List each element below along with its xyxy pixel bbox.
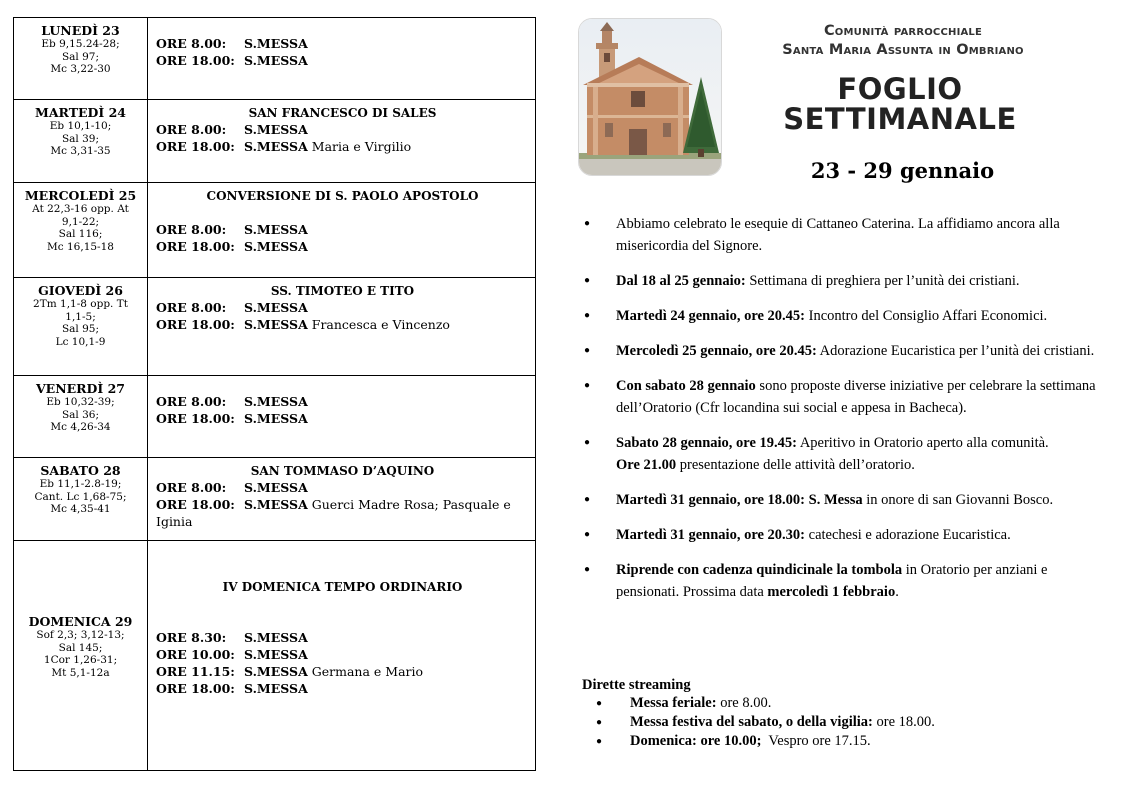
mass-label: S.MESSA xyxy=(244,222,308,237)
feast-title: SAN TOMMASO D’AQUINO xyxy=(250,464,435,478)
day-name: VENERDÌ 27 xyxy=(35,381,125,396)
mass-time: ORE 8.00: xyxy=(156,222,227,237)
mass-line xyxy=(156,496,529,530)
mass-line xyxy=(156,121,529,138)
reading: Mc 3,22-30 xyxy=(50,63,111,75)
streaming-time: ore 8.00. xyxy=(716,695,772,711)
mass-line xyxy=(156,646,529,663)
mass-label: S.MESSA xyxy=(244,664,308,679)
reading: Mt 5,1-12a xyxy=(51,666,110,679)
notice-bold: mercoledì 1 febbraio xyxy=(767,584,896,600)
schedule-row xyxy=(14,183,536,278)
notice-text: catechesi e adorazione Eucaristica. xyxy=(805,527,1011,543)
feast-title: IV DOMENICA TEMPO ORDINARIO xyxy=(222,580,463,594)
reading: 1Cor 1,26-31; xyxy=(43,654,118,666)
notice-item xyxy=(582,375,1102,419)
streaming-label: Domenica: ore 10.00; xyxy=(630,733,762,749)
notice-item xyxy=(582,432,1102,476)
reading: Eb 10,1-10; xyxy=(49,120,112,132)
notice-bold: Mercoledì 25 gennaio, ore 20.45: xyxy=(616,343,817,359)
mass-time: ORE 8.00: xyxy=(156,394,227,409)
notice-text: Abbiamo celebrato le esequie di Cattaneo Caterina. La affidiamo ancora alla misericordia del Signore. xyxy=(616,216,1060,254)
streaming-section xyxy=(582,676,1102,751)
mass-time: ORE 8.30: xyxy=(156,630,227,645)
notice-item xyxy=(582,559,1102,603)
schedule-row xyxy=(14,18,536,100)
reading: Eb 9,15.24-28; xyxy=(41,38,120,50)
mass-time: ORE 11.15: xyxy=(156,664,235,679)
mass-cell xyxy=(148,183,536,278)
streaming-title: Dirette streaming xyxy=(582,677,691,693)
mass-cell xyxy=(148,18,536,100)
notice-bold: Martedì 24 gennaio, ore 20.45: xyxy=(616,308,806,324)
notice-text: Adorazione Eucaristica per l’unità dei cristiani. xyxy=(816,343,1095,359)
church-icon xyxy=(579,19,721,175)
mass-label: S.MESSA xyxy=(244,480,308,495)
notice-bold: Martedì 31 gennaio, ore 20.30: xyxy=(616,527,806,543)
mass-label: S.MESSA xyxy=(244,139,308,154)
mass-line xyxy=(156,663,529,680)
community-name-line1: Comunità parrocchiale xyxy=(823,23,983,39)
schedule-row xyxy=(14,458,536,541)
reading: 1,1-5; xyxy=(65,310,96,323)
mass-label: S.MESSA xyxy=(244,36,308,51)
mass-time: ORE 18.00: xyxy=(156,239,235,254)
feast-title: CONVERSIONE DI S. PAOLO APOSTOLO xyxy=(206,189,479,203)
day-cell xyxy=(14,18,148,100)
notice-item xyxy=(582,270,1102,292)
mass-time: ORE 18.00: xyxy=(156,139,235,154)
reading: Lc 10,1-9 xyxy=(55,335,106,348)
streaming-time: ore 18.00. xyxy=(872,714,935,730)
streaming-item xyxy=(582,694,1102,713)
mass-line xyxy=(156,393,529,410)
notice-bold: Ore 21.00 xyxy=(616,457,677,473)
reading: Sal 145; xyxy=(58,641,103,654)
mass-line xyxy=(156,316,529,333)
notice-item xyxy=(582,305,1102,327)
feast-title xyxy=(156,23,529,35)
mass-time: ORE 8.00: xyxy=(156,300,227,315)
feast-title: SAN FRANCESCO DI SALES xyxy=(248,106,437,120)
reading: Mc 4,35-41 xyxy=(50,503,111,515)
reading: Eb 11,1-2.8-19; xyxy=(39,478,122,490)
notice-bold: Riprende con cadenza quindicinale la tombola xyxy=(616,562,903,578)
mass-cell xyxy=(148,376,536,458)
mass-time: ORE 18.00: xyxy=(156,317,235,332)
mass-line xyxy=(156,221,529,238)
reading: Sal 39; xyxy=(61,132,100,145)
day-name: GIOVEDÌ 26 xyxy=(38,283,123,298)
day-name: LUNEDÌ 23 xyxy=(41,23,120,38)
mass-intention: Germana e Mario xyxy=(311,664,424,679)
mass-line xyxy=(156,629,529,646)
schedule-row xyxy=(14,541,536,771)
mass-label: S.MESSA xyxy=(244,497,308,512)
reading: Sal 36; xyxy=(61,408,100,421)
mass-line xyxy=(156,238,529,255)
newsletter-title xyxy=(760,74,1040,134)
mass-cell xyxy=(148,278,536,376)
reading: 9,1-22; xyxy=(61,215,100,228)
feast-title xyxy=(156,381,529,393)
notice-text: . xyxy=(895,584,899,600)
reading: Sal 116; xyxy=(58,228,103,240)
mass-time: ORE 18.00: xyxy=(156,681,235,696)
day-cell xyxy=(14,541,148,771)
mass-intention: Maria e Virgilio xyxy=(311,139,412,154)
schedule-row xyxy=(14,278,536,376)
notice-bold: Dal 18 al 25 gennaio: xyxy=(616,273,746,289)
notice-bold: Con sabato 28 gennaio xyxy=(616,378,756,394)
community-header xyxy=(738,22,1068,60)
church-photo xyxy=(578,18,722,176)
mass-time: ORE 10.00: xyxy=(156,647,235,662)
mass-line xyxy=(156,299,529,316)
mass-line xyxy=(156,138,529,155)
mass-line xyxy=(156,35,529,52)
streaming-time: Vespro ore 17.15. xyxy=(761,733,871,749)
mass-label: S.MESSA xyxy=(244,239,308,254)
day-cell xyxy=(14,100,148,183)
notice-text: sono proposte diverse iniziative per celebrare la settimana dell’Oratorio (Cfr locandina sui social e appesa in Bacheca). xyxy=(616,378,1096,416)
notice-item xyxy=(582,213,1102,257)
notices-list xyxy=(582,213,1102,616)
mass-label: S.MESSA xyxy=(244,630,308,645)
mass-label: S.MESSA xyxy=(244,411,308,426)
notice-text: Incontro del Consiglio Affari Economici. xyxy=(805,308,1048,324)
day-name: MERCOLEDÌ 25 xyxy=(24,188,137,203)
mass-label: S.MESSA xyxy=(244,394,308,409)
mass-time: ORE 18.00: xyxy=(156,411,235,426)
reading: Mc 3,31-35 xyxy=(50,145,111,157)
reading: Sal 97; xyxy=(61,50,100,63)
streaming-item xyxy=(582,732,1102,751)
streaming-label: Messa festiva del sabato, o della vigilia: xyxy=(630,714,873,730)
day-name: SABATO 28 xyxy=(40,463,121,478)
mass-time: ORE 18.00: xyxy=(156,497,235,512)
mass-line xyxy=(156,680,529,697)
reading: Sof 2,3; 3,12-13; xyxy=(36,629,125,641)
mass-label: S.MESSA xyxy=(244,53,308,68)
reading: 2Tm 1,1-8 opp. Tt xyxy=(33,298,128,310)
notice-text: presentazione delle attività dell’oratorio. xyxy=(676,457,915,473)
mass-label: S.MESSA xyxy=(244,681,308,696)
reading: Eb 10,32-39; xyxy=(46,396,115,408)
mass-intention: Guerci Madre Rosa; Pasquale e Iginia xyxy=(156,497,511,529)
streaming-label: Messa feriale: xyxy=(630,695,717,711)
reading: Sal 95; xyxy=(61,323,100,335)
mass-time: ORE 8.00: xyxy=(156,36,227,51)
mass-line xyxy=(156,410,529,427)
reading: At 22,3-16 opp. At xyxy=(32,203,129,215)
mass-intention: Francesca e Vincenzo xyxy=(311,317,450,332)
streaming-list xyxy=(582,694,1102,751)
mass-label: S.MESSA xyxy=(244,300,308,315)
day-cell xyxy=(14,458,148,541)
notice-text: in onore di san Giovanni Bosco. xyxy=(862,492,1054,508)
mass-label: S.MESSA xyxy=(244,122,308,137)
reading: Mc 16,15-18 xyxy=(47,240,114,253)
mass-line xyxy=(156,479,529,496)
notice-item xyxy=(582,524,1102,546)
notice-bold: Sabato 28 gennaio, ore 19.45: xyxy=(616,435,797,451)
day-cell xyxy=(14,183,148,278)
mass-time: ORE 8.00: xyxy=(156,122,227,137)
weekly-schedule-table xyxy=(13,17,536,771)
feast-title: SS. TIMOTEO E TITO xyxy=(270,284,415,298)
notice-text: Settimana di preghiera per l’unità dei cristiani. xyxy=(745,273,1020,289)
mass-time: ORE 18.00: xyxy=(156,53,235,68)
reading: Mc 4,26-34 xyxy=(50,421,111,433)
schedule-row xyxy=(14,376,536,458)
day-cell xyxy=(14,278,148,376)
streaming-item xyxy=(582,713,1102,732)
mass-cell xyxy=(148,458,536,541)
mass-cell xyxy=(148,100,536,183)
reading: Cant. Lc 1,68-75; xyxy=(34,490,127,503)
schedule-row xyxy=(14,100,536,183)
mass-cell xyxy=(148,541,536,771)
mass-label: S.MESSA xyxy=(244,317,308,332)
notice-text: Aperitivo in Oratorio aperto alla comunità. xyxy=(797,435,1049,451)
title-line1: FOGLIO xyxy=(837,72,963,106)
day-name: DOMENICA 29 xyxy=(28,614,133,629)
mass-label: S.MESSA xyxy=(244,647,308,662)
day-name: MARTEDÌ 24 xyxy=(35,105,126,120)
day-cell xyxy=(14,376,148,458)
notice-item xyxy=(582,340,1102,362)
mass-line xyxy=(156,52,529,69)
mass-time: ORE 8.00: xyxy=(156,480,227,495)
notice-text: in Oratorio per anziani e pensionati. Prossima data xyxy=(616,562,1048,600)
date-range: 23 - 29 gennaio xyxy=(810,158,995,183)
notice-bold: Martedì 31 gennaio, ore 18.00: S. Messa xyxy=(616,492,863,508)
notice-item xyxy=(582,489,1102,511)
title-line2: SETTIMANALE xyxy=(783,102,1017,136)
community-name-line2: Santa Maria Assunta in Ombriano xyxy=(782,42,1024,58)
